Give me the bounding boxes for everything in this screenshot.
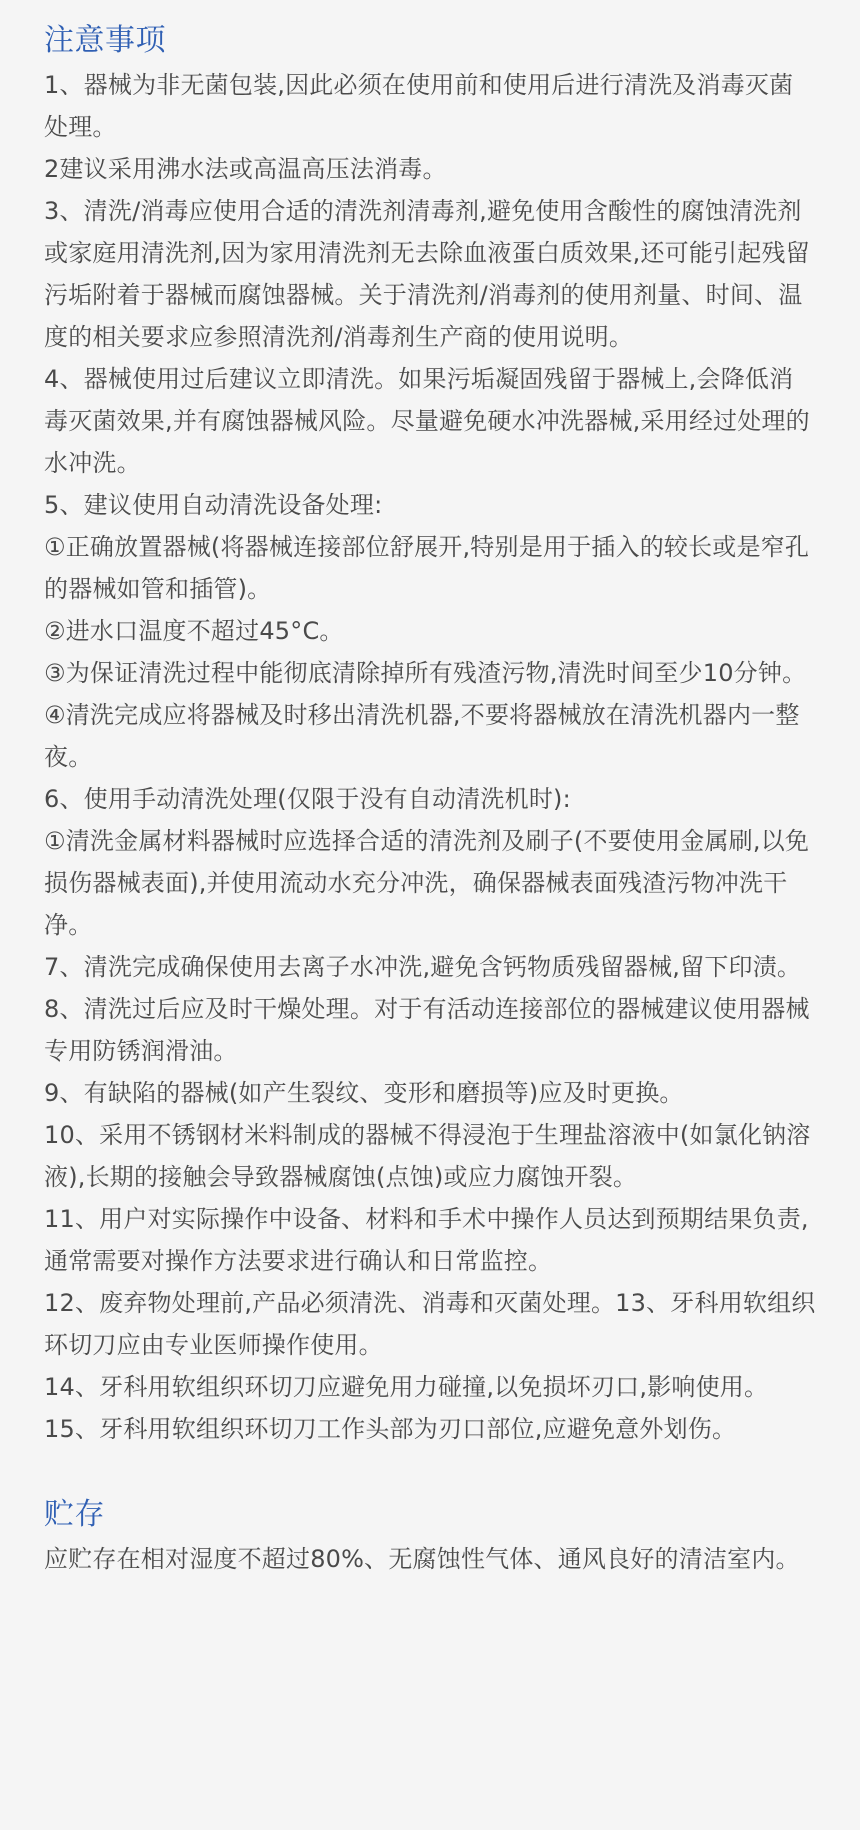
note-item-5-3: ③为保证清洗过程中能彻底清除掉所有残渣污物,清洗时间至少10分钟。 [44,659,807,687]
note-item-5-1: ①正确放置器械(将器械连接部位舒展开,特别是用于插入的较长或是窄孔的器械如管和插管)。 [44,533,810,603]
note-item-1: 1、器械为非无菌包装,因此必须在使用前和使用后进行清洗及消毒灭菌处理。 [44,71,794,141]
storage-section [44,1492,816,1580]
note-item-15: 15、牙科用软组织环切刀工作头部为刃口部位,应避免意外划伤。 [44,1415,737,1443]
note-item-8: 8、清洗过后应及时干燥处理。对于有活动连接部位的器械建议使用器械专用防锈润滑油。 [44,995,810,1065]
note-item-10: 10、采用不锈钢材米料制成的器械不得浸泡于生理盐溶液中(如氯化钠溶液),长期的接触会导致器械腐蚀(点蚀)或应力腐蚀开裂。 [44,1121,811,1191]
note-item-5: 5、建议使用自动清洗设备处理: [44,491,383,519]
note-item-6: 6、使用手动清洗处理(仅限于没有自动清洗机时): [44,785,571,813]
note-item-5-2: ②进水口温度不超过45°C。 [44,617,344,645]
note-item-12: 12、废弃物处理前,产品必须清洗、消毒和灭菌处理。13、牙科用软组织环切刀应由专业医师操作使用。 [44,1289,816,1359]
note-item-2: 2建议采用沸水法或高温高压法消毒。 [44,155,447,183]
storage-title: 贮存 [44,1497,105,1532]
note-item-4: 4、器械使用过后建议立即清洗。如果污垢凝固残留于器械上,会降低消毒灭菌效果,并有腐蚀器械风险。尽量避免硬水冲洗器械,采用经过处理的水冲洗。 [44,365,810,477]
note-item-6-1: ①清洗金属材料器械时应选择合适的清洗剂及刷子(不要使用金属刷,以免损伤器械表面),并使用流动水充分冲洗，确保器械表面残渣污物冲洗干净。 [44,827,810,939]
note-item-11: 11、用户对实际操作中设备、材料和手术中操作人员达到预期结果负责,通常需要对操作方法要求进行确认和日常监控。 [44,1205,809,1275]
notes-title: 注意事项 [44,23,166,58]
note-item-3: 3、清洗/消毒应使用合适的清洗剂清毒剂,避免使用含酸性的腐蚀清洗剂或家庭用清洗剂,因为家用清洗剂无去除血液蛋白质效果,还可能引起残留污垢附着于器械而腐蚀器械。关于清洗剂/消毒剂的使用剂量、时间、温度的相关要求应参照清洗剂/消毒剂生产商的使用说明。 [44,197,810,351]
note-item-5-4: ④清洗完成应将器械及时移出清洗机器,不要将器械放在清洗机器内一整夜。 [44,701,800,771]
notes-section [44,18,816,1450]
note-item-14: 14、牙科用软组织环切刀应避免用力碰撞,以免损坏刃口,影响使用。 [44,1373,769,1401]
note-item-9: 9、有缺陷的器械(如产生裂纹、变形和磨损等)应及时更换。 [44,1079,684,1107]
note-item-7: 7、清洗完成确保使用去离子水冲洗,避免含钙物质残留器械,留下印渍。 [44,953,802,981]
storage-text: 应贮存在相对湿度不超过80%、无腐蚀性气体、通风良好的清洁室内。 [44,1545,800,1573]
